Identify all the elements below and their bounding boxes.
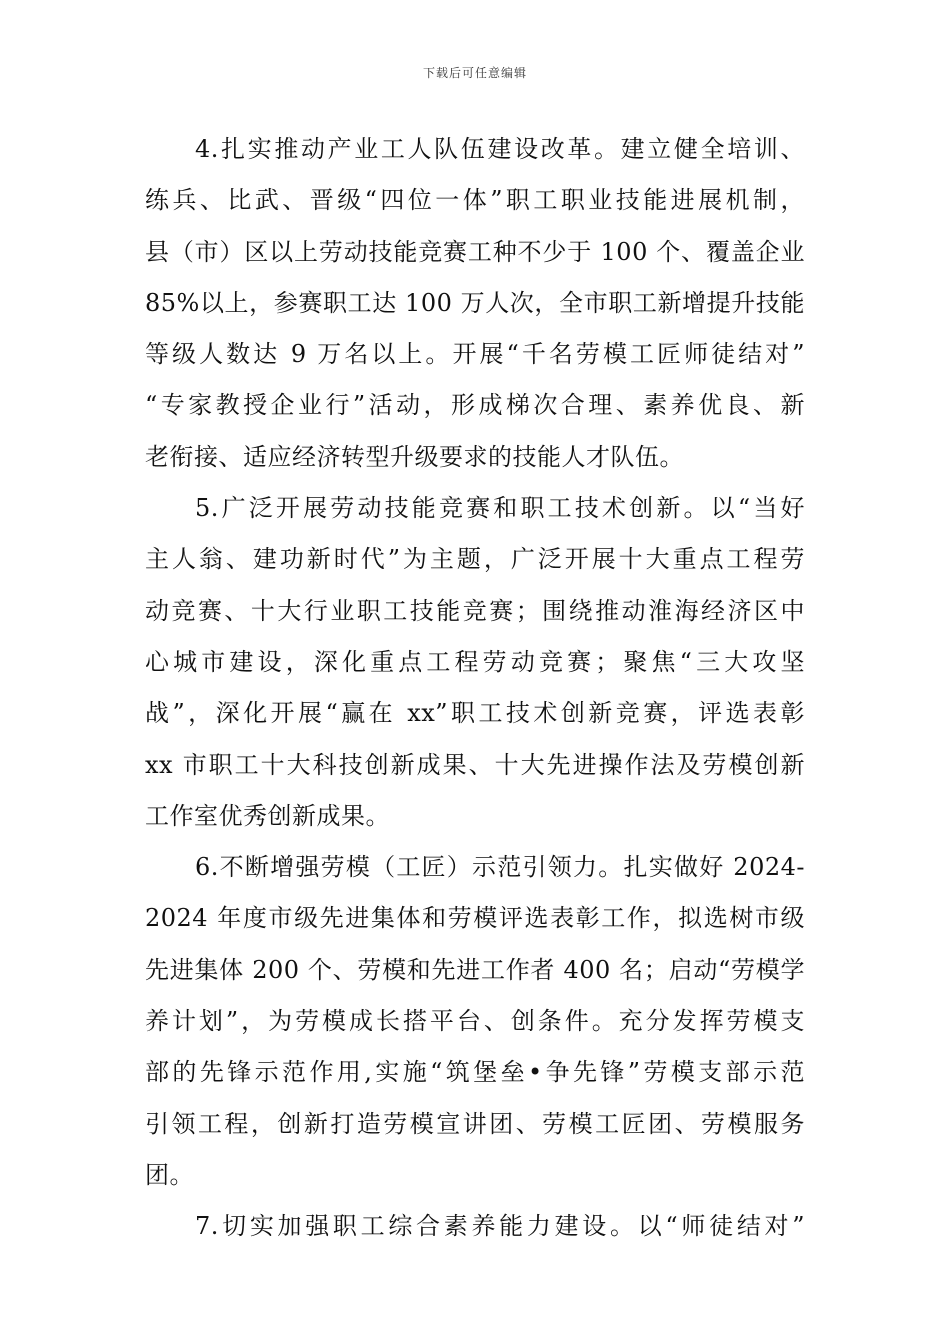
text-line: 部的先锋示范作用,实施“筑堡垒•争先锋”劳模支部示范 xyxy=(145,1058,805,1087)
text-line: xx 市职工十大科技创新成果、十大先进操作法及劳模创新 xyxy=(145,750,805,779)
paragraph-6 xyxy=(145,842,805,1201)
text-line: 2024 年度市级先进集体和劳模评选表彰工作，拟选树市级 xyxy=(145,904,805,933)
text-line: 动竞赛、十大行业职工技能竞赛；围绕推动淮海经济区中 xyxy=(145,596,805,625)
paragraph-4 xyxy=(145,124,805,483)
text-line: 7.切实加强职工综合素养能力建设。以“师徒结对” xyxy=(195,1212,805,1241)
page-header: 下载后可任意编辑 xyxy=(422,66,527,80)
text-line: 主人翁、建功新时代”为主题，广泛开展十大重点工程劳 xyxy=(145,545,805,574)
text-line: 5.广泛开展劳动技能竞赛和职工技术创新。以“当好 xyxy=(195,494,805,523)
text-line: 练兵、比武、晋级“四位一体”职工职业技能进展机制， xyxy=(145,186,805,215)
document-body xyxy=(145,124,805,1253)
text-line: 老衔接、适应经济转型升级要求的技能人才队伍。 xyxy=(145,442,684,471)
text-line: 心城市建设，深化重点工程劳动竞赛；聚焦“三大攻坚 xyxy=(145,647,805,676)
text-line: 养计划”，为劳模成长搭平台、创条件。充分发挥劳模支 xyxy=(145,1007,805,1036)
text-line: 4.扎实推动产业工人队伍建设改革。建立健全培训、 xyxy=(195,135,805,163)
text-line: 等级人数达 9 万名以上。开展“千名劳模工匠师徒结对” xyxy=(145,340,805,369)
text-line: 6.不断增强劳模（工匠）示范引领力。扎实做好 2024- xyxy=(195,853,805,882)
paragraph-5 xyxy=(145,483,805,842)
paragraph-7 xyxy=(145,1201,805,1252)
text-line: 先进集体 200 个、劳模和先进工作者 400 名；启动“劳模学 xyxy=(145,955,805,984)
text-line: 县（市）区以上劳动技能竞赛工种不少于 100 个、覆盖企业 xyxy=(145,237,805,266)
text-line: 战”，深化开展“赢在 xx”职工技术创新竞赛，评选表彰 xyxy=(145,699,805,728)
text-line: 工作室优秀创新成果。 xyxy=(145,801,390,830)
text-line: 引领工程，创新打造劳模宣讲团、劳模工匠团、劳模服务 xyxy=(145,1109,805,1138)
text-line: 团。 xyxy=(145,1160,194,1189)
text-line: “专家教授企业行”活动，形成梯次合理、素养优良、新 xyxy=(145,391,805,420)
text-line: 85%以上，参赛职工达 100 万人次，全市职工新增提升技能 xyxy=(145,288,805,317)
